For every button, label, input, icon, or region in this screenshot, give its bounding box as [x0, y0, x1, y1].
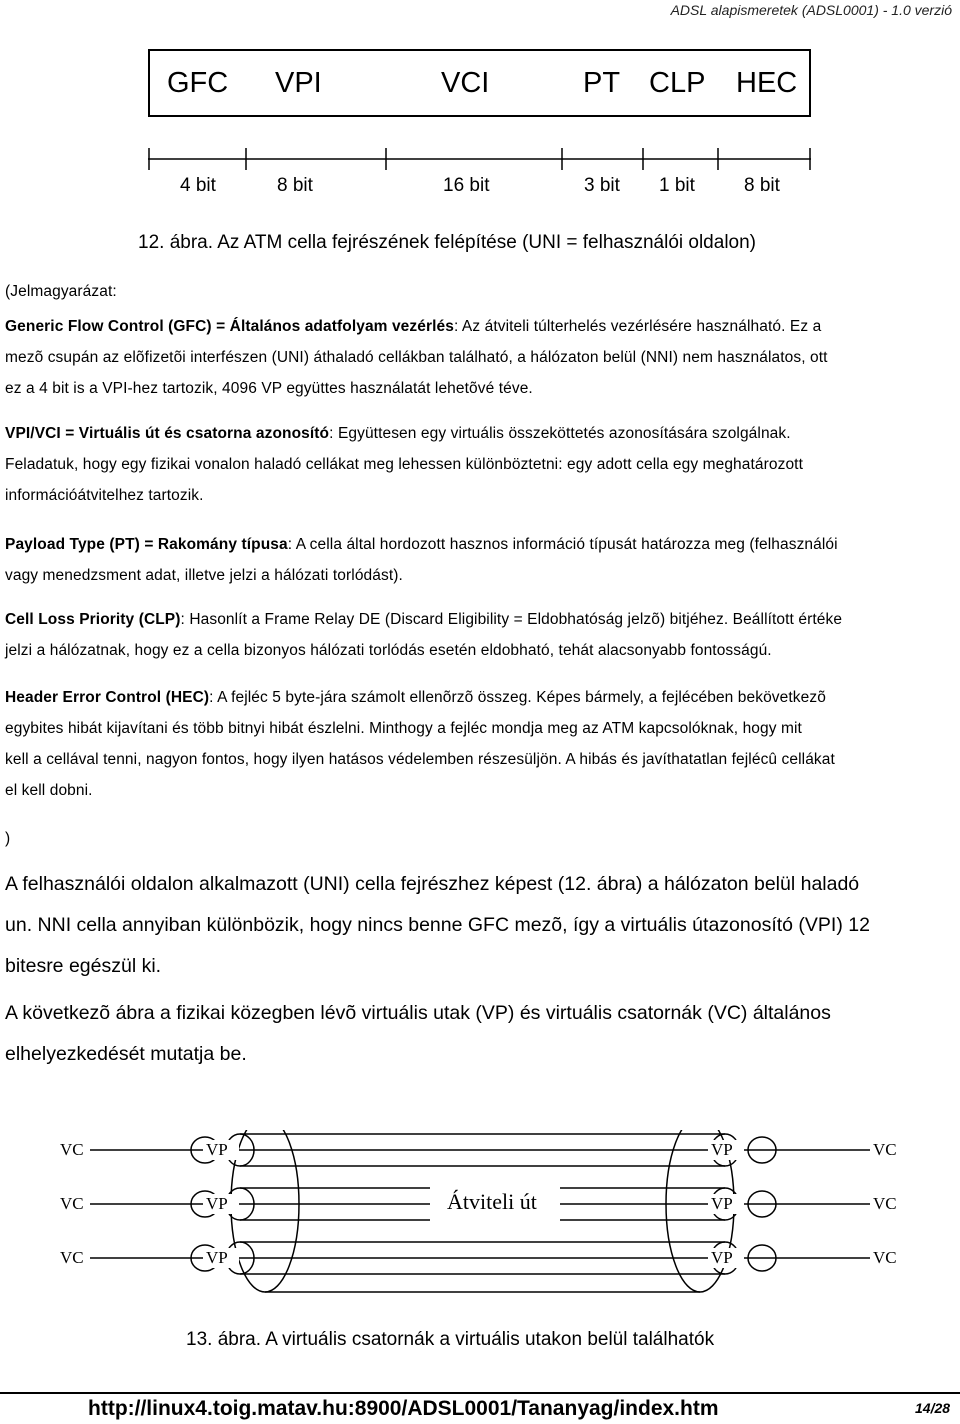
term-clp: Cell Loss Priority (CLP): [5, 611, 181, 628]
bits-hec: 8 bit: [744, 175, 780, 196]
field-gfc: GFC: [167, 67, 229, 99]
footer-divider: [0, 1392, 960, 1394]
legend-clp: Cell Loss Priority (CLP): Hasonlít a Frame Relay DE (Discard Eligibility = Eldobhatóság jelzõ) bitjéhez. Beállított értéke jelzi a hálózatnak, hogy ez a cella bizonyos hálózati torlódás esetén eldobható, tehát alacsonyabb fontosságú.: [5, 611, 843, 659]
paragraph-nni: A felhasználói oldalon alkalmazott (UNI) cella fejrészhez képest (12. ábra) a hálózaton belül haladó un. NNI cella annyiban különbözik, hogy nincs benne GFC mezõ, így a virtuális útazonosító (VPI) 12 bitesre egészül ki.: [5, 873, 870, 977]
page-number: 14/28: [915, 1400, 951, 1416]
bits-vpi: 8 bit: [277, 175, 313, 196]
field-vci: VCI: [441, 67, 490, 99]
left-vc-label-3: VC: [60, 1248, 84, 1267]
bits-clp: 1 bit: [659, 175, 695, 196]
legend-gfc: Generic Flow Control (GFC) = Általános adatfolyam vezérlés: Az átviteli túlterhelés vezérlésére használható. Ez a mezõ csupán az elõfizetõi interfészen (UNI) áthaladó cellákban található, a hálózaton belül (NNI) nem használatos, ott ez a 4 bit is a VPI-hez tartozik, 4096 VP együttes használatát lehetõvé téve.: [5, 318, 828, 397]
figure12-caption: 12. ábra. Az ATM cella fejrészének felépítése (UNI = felhasználói oldalon): [138, 232, 757, 253]
vp-vc-diagram: [0, 1130, 960, 1325]
footer-url-link[interactable]: http://linux4.toig.matav.hu:8900/ADSL0001/Tananyag/index.htm: [88, 1397, 719, 1420]
left-vc-label-2: VC: [60, 1194, 84, 1213]
right-vp-label-3: VP: [711, 1248, 733, 1267]
right-vc-label-2: VC: [873, 1194, 897, 1213]
bits-gfc: 4 bit: [180, 175, 216, 196]
figure13-caption: 13. ábra. A virtuális csatornák a virtuális utakon belül találhatók: [186, 1329, 715, 1350]
right-vp-label-1: VP: [711, 1140, 733, 1159]
legend-close: ): [5, 830, 11, 847]
term-pt: Payload Type (PT) = Rakomány típusa: [5, 536, 288, 553]
left-vc-label-1: VC: [60, 1140, 84, 1159]
bits-pt: 3 bit: [584, 175, 620, 196]
legend-intro: (Jelmagyarázat:: [5, 283, 117, 300]
field-vpi: VPI: [275, 67, 322, 99]
running-header: ADSL alapismeretek (ADSL0001) - 1.0 verzió: [670, 2, 952, 18]
paragraph-vp-vc: A következõ ábra a fizikai közegben lévõ virtuális utak (VP) és virtuális csatornák (VC) általános elhelyezkedését mutatja be.: [5, 1002, 831, 1065]
left-vp-label-1: VP: [206, 1140, 228, 1159]
bit-ruler: [148, 148, 811, 170]
field-hec: HEC: [736, 67, 798, 99]
right-vp-label-2: VP: [711, 1194, 733, 1213]
field-pt: PT: [583, 67, 621, 99]
field-clp: CLP: [649, 67, 706, 99]
term-hec: Header Error Control (HEC): [5, 689, 210, 706]
left-path-ellipse: [231, 1130, 299, 1292]
legend-pt: Payload Type (PT) = Rakomány típusa: A cella által hordozott hasznos információ típusát határozza meg (felhasználói vagy menedzsment adat, illetve jelzi a hálózati torlódást).: [5, 536, 838, 584]
term-gfc: Generic Flow Control (GFC) = Általános adatfolyam vezérlés: [5, 318, 454, 335]
left-vp-label-3: VP: [206, 1248, 228, 1267]
right-vc-label-3: VC: [873, 1248, 897, 1267]
bits-vci: 16 bit: [443, 175, 490, 196]
transmission-path-label: Átviteli út: [443, 1189, 541, 1215]
legend-vpi: VPI/VCI = Virtuális út és csatorna azonosító: Együttesen egy virtuális összeköttetés azonosítására szolgálnak. Feladatuk, hogy egy fizikai vonalon haladó cellákat meg lehessen különböztetni: egy adott cella egy meghatározott információátvitelhez tartozik.: [5, 425, 803, 504]
left-vp-label-2: VP: [206, 1194, 228, 1213]
legend-hec: Header Error Control (HEC): A fejléc 5 byte-jára számolt ellenõrzõ összeg. Képes bármely, a fejlécében bekövetkezõ egybites hibát kijavítani és több bitnyi hibát észlelni. Minthogy a fejléc mondja meg az ATM kapcsolóknak, hogy mit kell a cellával tenni, nagyon fontos, hogy ilyen hatásos védelemben részesüljön. A hibás és javíthatatlan fejlécû cellákat el kell dobni.: [5, 689, 835, 799]
right-vc-label-1: VC: [873, 1140, 897, 1159]
term-vpi: VPI/VCI = Virtuális út és csatorna azonosító: [5, 425, 330, 442]
